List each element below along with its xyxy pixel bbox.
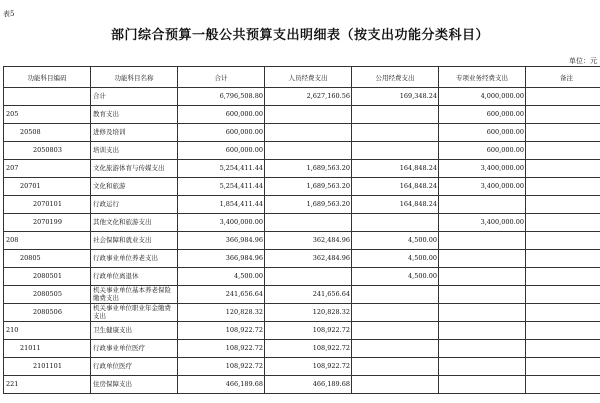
personnel-cell (265, 106, 352, 124)
public-cell (352, 286, 439, 304)
col-header-name: 功能科目名称 (91, 67, 178, 88)
note-cell (526, 196, 600, 214)
total-cell: 5,254,411.44 (178, 160, 265, 178)
total-cell: 4,500.00 (178, 268, 265, 286)
total-cell: 5,254,411.44 (178, 178, 265, 196)
personnel-cell: 1,689,563.20 (265, 178, 352, 196)
note-cell (526, 340, 600, 358)
personnel-cell (265, 214, 352, 232)
note-cell (526, 322, 600, 340)
personnel-cell: 241,656.64 (265, 286, 352, 304)
note-cell (526, 304, 600, 322)
code-cell: 2101101 (4, 358, 91, 376)
note-cell (526, 142, 600, 160)
name-cell: 卫生健康支出 (91, 322, 178, 340)
table-row (4, 124, 600, 142)
table-row (4, 340, 600, 358)
code-cell: 2050803 (4, 142, 91, 160)
expenditure-table (3, 66, 600, 394)
note-cell (526, 376, 600, 394)
special-cell (439, 286, 526, 304)
personnel-cell: 362,484.96 (265, 250, 352, 268)
table-row (4, 106, 600, 124)
personnel-cell (265, 142, 352, 160)
personnel-cell: 2,627,160.56 (265, 88, 352, 106)
name-cell: 机关事业单位基本养老保险缴费支出 (91, 286, 178, 304)
name-cell: 住房保障支出 (91, 376, 178, 394)
code-cell: 20701 (4, 178, 91, 196)
public-cell: 164,848.24 (352, 196, 439, 214)
total-cell: 466,189.68 (178, 376, 265, 394)
total-cell: 241,656.64 (178, 286, 265, 304)
col-header-special: 专项业务经费支出 (439, 67, 526, 88)
special-cell (439, 376, 526, 394)
personnel-cell: 362,484.96 (265, 232, 352, 250)
special-cell (439, 340, 526, 358)
note-cell (526, 232, 600, 250)
code-cell: 205 (4, 106, 91, 124)
note-cell (526, 88, 600, 106)
personnel-cell (265, 124, 352, 142)
personnel-cell: 1,689,563.20 (265, 160, 352, 178)
col-header-note: 备注 (526, 67, 600, 88)
code-cell: 207 (4, 160, 91, 178)
col-header-public: 公用经费支出 (352, 67, 439, 88)
name-cell: 行政事业单位养老支出 (91, 250, 178, 268)
table-row (4, 214, 600, 232)
special-cell (439, 322, 526, 340)
table-header (4, 67, 600, 88)
special-cell: 600,000.00 (439, 142, 526, 160)
total-cell: 108,922.72 (178, 340, 265, 358)
table-row (4, 232, 600, 250)
personnel-cell: 466,189.68 (265, 376, 352, 394)
code-cell: 2070101 (4, 196, 91, 214)
name-cell: 行政运行 (91, 196, 178, 214)
note-cell (526, 124, 600, 142)
code-cell: 21011 (4, 340, 91, 358)
public-cell (352, 142, 439, 160)
table-row (4, 286, 600, 304)
unit-label: 单位：元 (569, 57, 597, 65)
public-cell (352, 124, 439, 142)
name-cell: 文化旅游体育与传媒支出 (91, 160, 178, 178)
name-cell: 教育支出 (91, 106, 178, 124)
special-cell: 3,400,000.00 (439, 160, 526, 178)
personnel-cell: 108,922.72 (265, 340, 352, 358)
table-row (4, 322, 600, 340)
note-cell (526, 250, 600, 268)
table-row (4, 160, 600, 178)
public-cell: 4,500.00 (352, 250, 439, 268)
personnel-cell: 120,828.32 (265, 304, 352, 322)
table-row (4, 358, 600, 376)
table-row (4, 88, 600, 106)
code-cell: 2080501 (4, 268, 91, 286)
total-cell: 6,796,508.80 (178, 88, 265, 106)
name-cell: 行政事业单位医疗 (91, 340, 178, 358)
public-cell: 164,848.24 (352, 178, 439, 196)
note-cell (526, 106, 600, 124)
public-cell (352, 214, 439, 232)
special-cell (439, 250, 526, 268)
total-cell: 108,922.72 (178, 322, 265, 340)
special-cell (439, 268, 526, 286)
table-row (4, 142, 600, 160)
personnel-cell: 108,922.72 (265, 358, 352, 376)
code-cell: 221 (4, 376, 91, 394)
name-cell: 行政单位离退休 (91, 268, 178, 286)
public-cell (352, 376, 439, 394)
table-row (4, 304, 600, 322)
total-cell: 120,828.32 (178, 304, 265, 322)
personnel-cell (265, 268, 352, 286)
total-cell: 108,922.72 (178, 358, 265, 376)
table-row (4, 196, 600, 214)
special-cell (439, 196, 526, 214)
total-cell: 600,000.00 (178, 142, 265, 160)
total-cell: 366,984.96 (178, 250, 265, 268)
note-cell (526, 160, 600, 178)
public-cell (352, 322, 439, 340)
public-cell: 4,500.00 (352, 232, 439, 250)
table-row (4, 268, 600, 286)
total-cell: 3,400,000.00 (178, 214, 265, 232)
note-cell (526, 268, 600, 286)
special-cell (439, 358, 526, 376)
special-cell (439, 304, 526, 322)
page-title: 部门综合预算一般公共预算支出明细表（按支出功能分类科目） (110, 28, 489, 43)
special-cell (439, 232, 526, 250)
public-cell (352, 304, 439, 322)
table-row (4, 178, 600, 196)
special-cell: 600,000.00 (439, 124, 526, 142)
table-number-label: 表5 (3, 10, 15, 18)
name-cell: 合计 (91, 88, 178, 106)
name-cell: 培训支出 (91, 142, 178, 160)
col-header-code: 功能科目编码 (4, 67, 91, 88)
total-cell: 600,000.00 (178, 106, 265, 124)
note-cell (526, 358, 600, 376)
col-header-personnel: 人员经费支出 (265, 67, 352, 88)
code-cell: 2080505 (4, 286, 91, 304)
special-cell: 4,000,000.00 (439, 88, 526, 106)
name-cell: 其他文化和旅游支出 (91, 214, 178, 232)
special-cell: 3,400,000.00 (439, 214, 526, 232)
code-cell: 20508 (4, 124, 91, 142)
special-cell: 3,400,000.00 (439, 178, 526, 196)
code-cell: 208 (4, 232, 91, 250)
public-cell: 169,348.24 (352, 88, 439, 106)
personnel-cell: 1,689,563.20 (265, 196, 352, 214)
col-header-total: 合计 (178, 67, 265, 88)
code-cell (4, 88, 91, 106)
total-cell: 600,000.00 (178, 124, 265, 142)
public-cell: 164,848.24 (352, 160, 439, 178)
table-row (4, 376, 600, 394)
code-cell: 20805 (4, 250, 91, 268)
name-cell: 机关事业单位职业年金缴费支出 (91, 304, 178, 322)
code-cell: 210 (4, 322, 91, 340)
table-row (4, 250, 600, 268)
personnel-cell: 108,922.72 (265, 322, 352, 340)
special-cell: 600,000.00 (439, 106, 526, 124)
public-cell (352, 358, 439, 376)
note-cell (526, 286, 600, 304)
code-cell: 2080506 (4, 304, 91, 322)
name-cell: 行政单位医疗 (91, 358, 178, 376)
total-cell: 366,984.96 (178, 232, 265, 250)
table-body (4, 88, 600, 394)
total-cell: 1,854,411.44 (178, 196, 265, 214)
code-cell: 2070199 (4, 214, 91, 232)
public-cell: 4,500.00 (352, 268, 439, 286)
public-cell (352, 340, 439, 358)
name-cell: 文化和旅游 (91, 178, 178, 196)
note-cell (526, 214, 600, 232)
name-cell: 进修及培训 (91, 124, 178, 142)
public-cell (352, 106, 439, 124)
name-cell: 社会保障和就业支出 (91, 232, 178, 250)
note-cell (526, 178, 600, 196)
